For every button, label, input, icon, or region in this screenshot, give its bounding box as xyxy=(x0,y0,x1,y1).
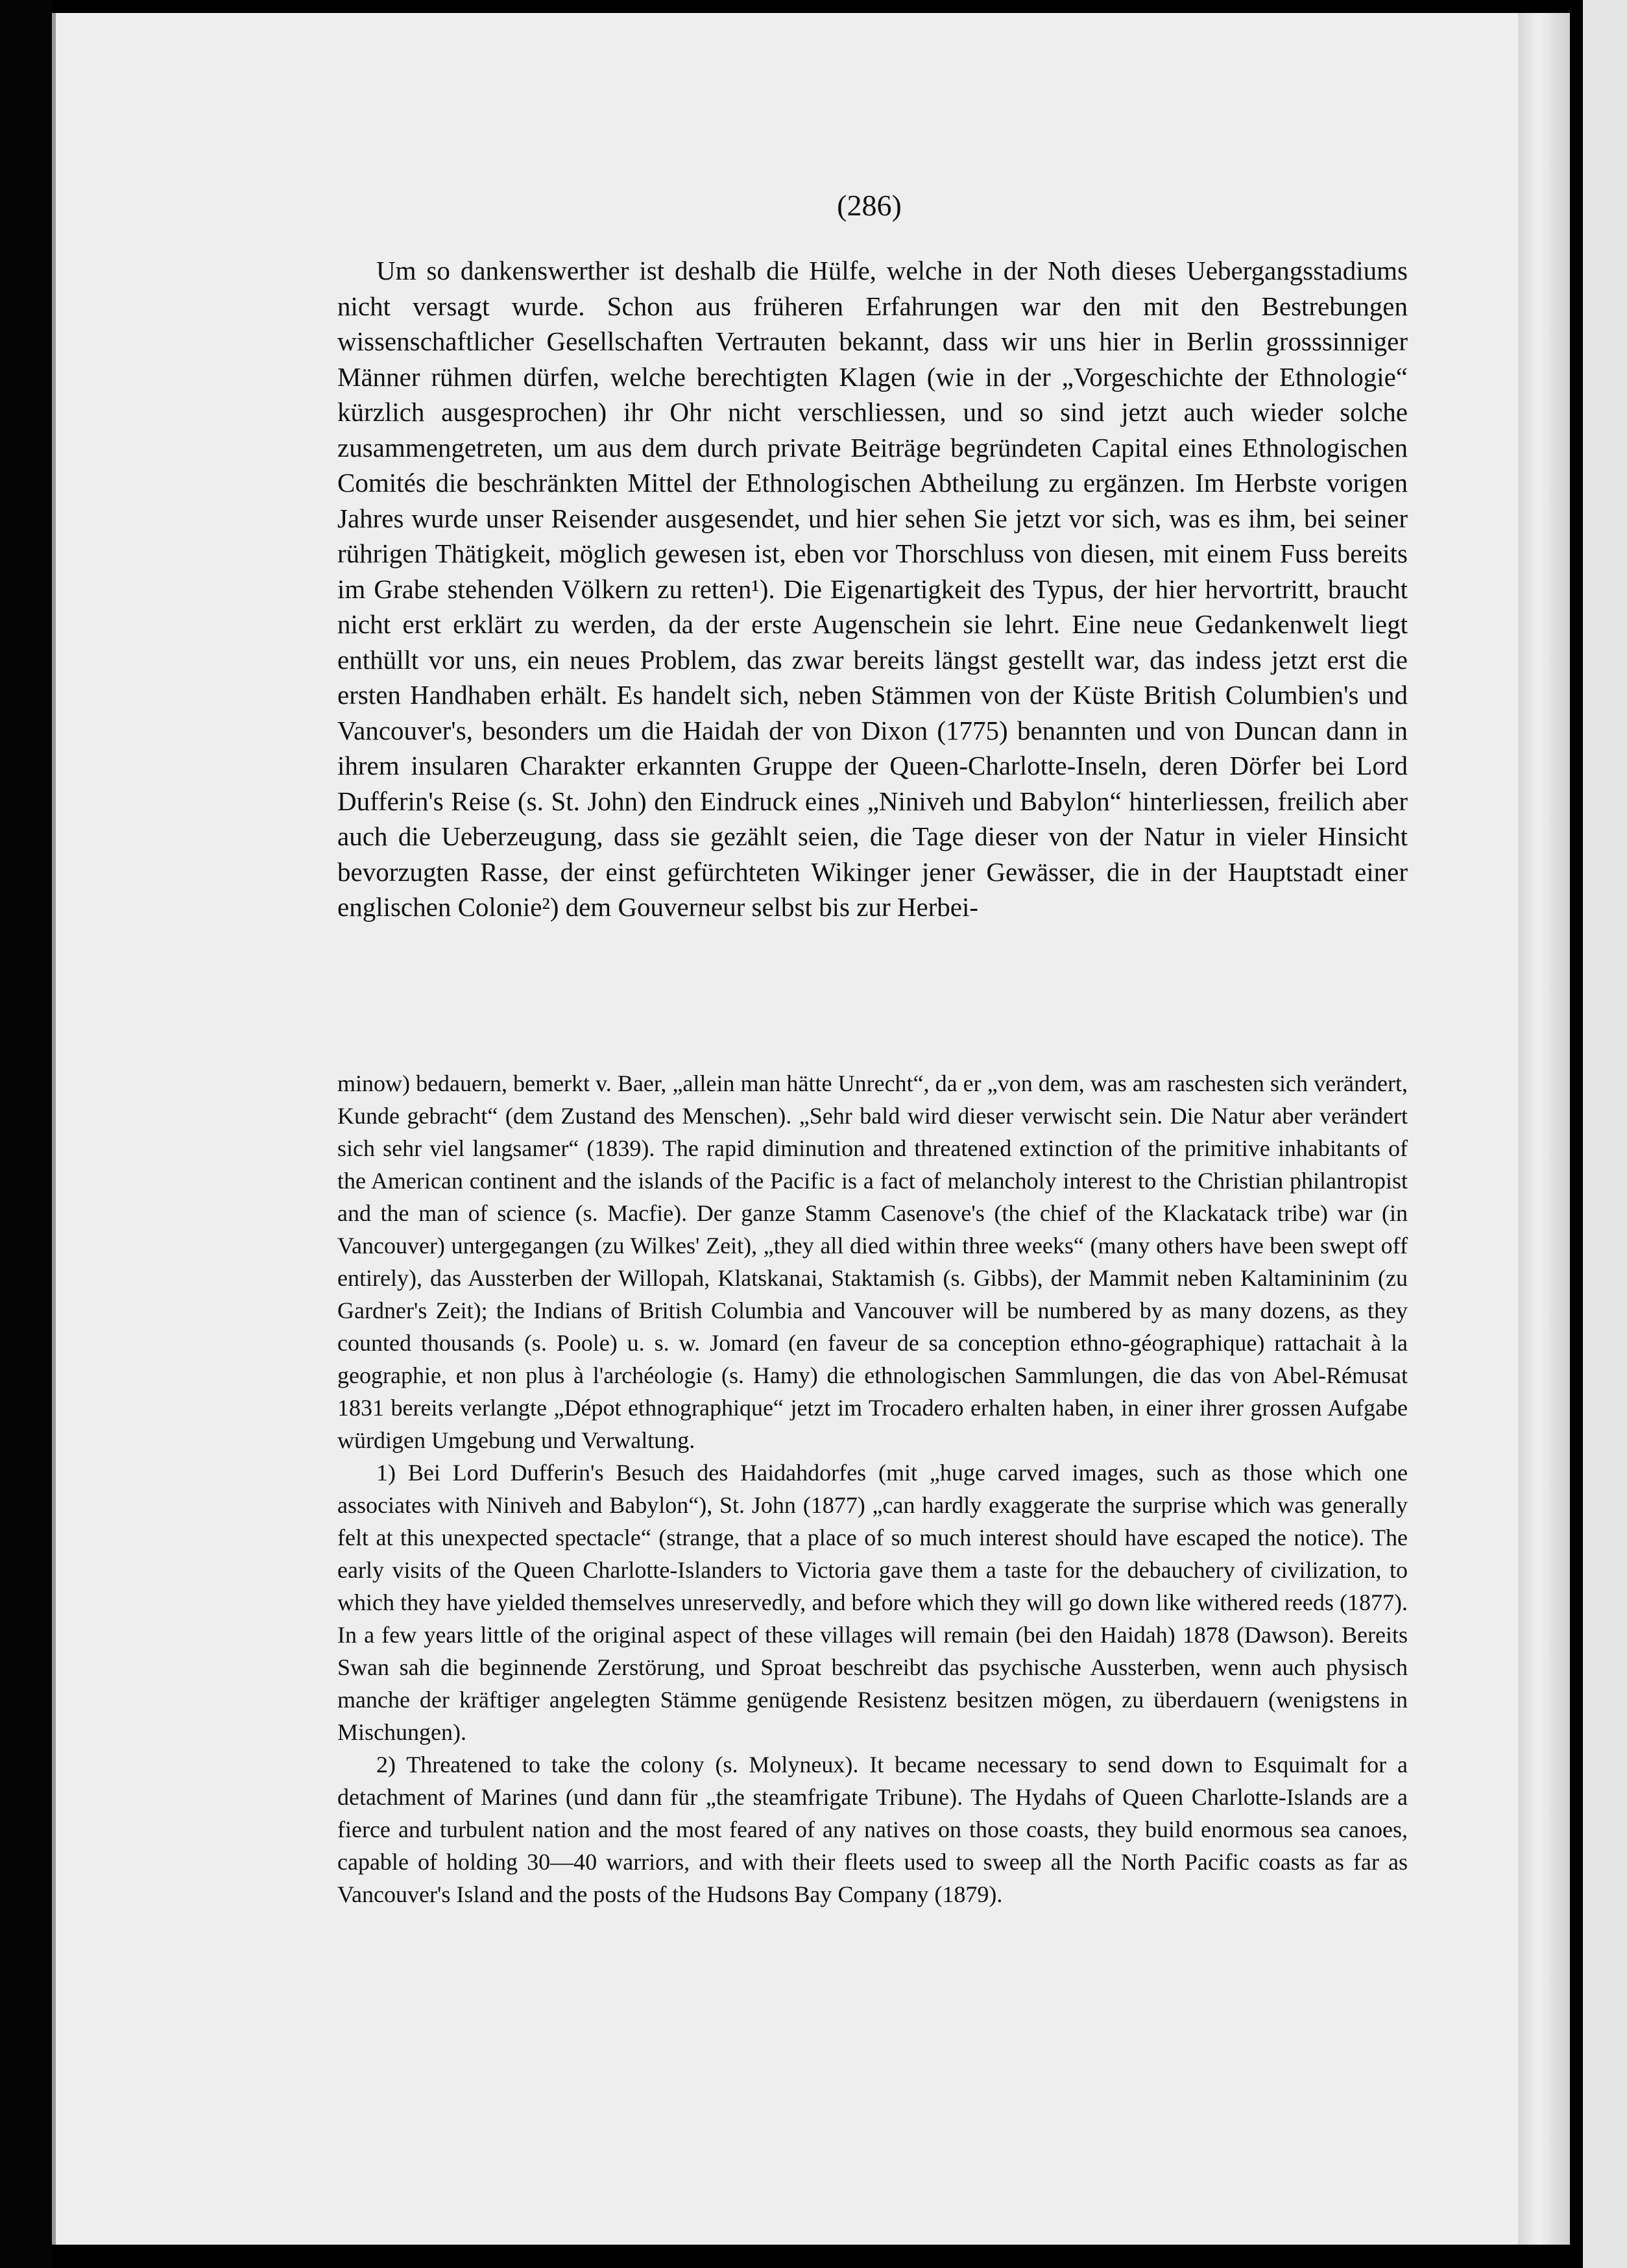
footnote-1: 1) Bei Lord Dufferin's Besuch des Haidahdorfes (mit „huge carved images, such as those which one associates with Niniveh and Babylon“), St. John (1877) „can hardly exaggerate the surprise which was generally felt at this unexpected spectacle“ (strange, that a place of so much interest should have escaped the notice). The early visits of the Queen Charlotte-Islanders to Victoria gave them a taste for the debauchery of civilization, to which they have yielded themselves unreservedly, and before which they will go down like withered reeds (1877). In a few years little of the original aspect of these villages will remain (bei den Haidah) 1878 (Dawson). Bereits Swan sah die beginnende Zerstörung, und Sproat beschreibt das psychische Aussterben, wenn auch physisch manche der kräftiger angelegten Stämme genügende Resistenz besitzen mögen, zu überdauern (wenigstens in Mischungen). xyxy=(337,1460,1408,1745)
footnote-continuation: minow) bedauern, bemerkt v. Baer, „allein man hätte Unrecht“, da er „von dem, was am raschesten sich verändert, Kunde gebracht“ (dem Zustand des Menschen). „Sehr bald wird dieser verwischt sein. Die Natur aber verändert sich sehr viel langsamer“ (1839). The rapid diminution and threatened extinction of the primitive inhabitants of the American continent and the islands of the Pacific is a fact of melancholy interest to the Christian philantropist and the man of science (s. Macfie). Der ganze Stamm Casenove's (the chief of the Klackatack tribe) war (in Vancouver) untergegangen (zu Wilkes' Zeit), „they all died within three weeks“ (many others have been swept off entirely), das Aussterben der Willopah, Klatskanai, Staktamish (s. Gibbs), der Mammit neben Kaltamininim (zu Gardner's Zeit); the Indians of British Columbia and Vancouver will be numbered by as many dozens, as they counted thousands (s. Poole) u. s. w. Jomard (en faveur de sa conception ethno-géographique) rattachait à la geographie, et non plus à l'archéologie (s. Hamy) die ethnologischen Sammlungen, die das von Abel-Rémusat 1831 bereits verlangte „Dépot ethnographique“ jetzt im Trocadero erhalten haben, in einer ihrer grossen Aufgabe würdigen Umgebung und Verwaltung. xyxy=(337,1070,1408,1453)
page-gutter xyxy=(1518,13,1570,2245)
footnote-separator xyxy=(337,1054,1408,1056)
footnote-2: 2) Threatened to take the colony (s. Molyneux). It became necessary to send down to Esquimalt for a detachment of Marines (und dann für „the steamfrigate Tribune). The Hydahs of Queen Charlotte-Islands are a fierce and turbulent nation and the most feared of any natives on those coasts, they build enormous sea canoes, capable of holding 30—40 warriors, and with their fleets used to sweep all the North Pacific coasts as far as Vancouver's Island and the posts of the Hudsons Bay Company (1879). xyxy=(337,1752,1408,1907)
footnotes xyxy=(337,1067,1408,1911)
body-paragraph: Um so dankenswerther ist deshalb die Hülfe, welche in der Noth dieses Uebergangsstadiums nicht versagt wurde. Schon aus früheren Erfahrungen war den mit den Bestrebungen wissenschaftlicher Gesellschaften Vertrauten bekannt, dass wir uns hier in Berlin grosssinniger Männer rühmen dürfen, welche berechtigten Klagen (wie in der „Vorgeschichte der Ethnologie“ kürzlich ausgesprochen) ihr Ohr nicht verschliessen, und so sind jetzt auch wieder solche zusammengetreten, um aus dem durch private Beiträge begründeten Capital eines Ethnologischen Comités die beschränkten Mittel der Ethnologischen Abtheilung zu ergänzen. Im Herbste vorigen Jahres wurde unser Reisender ausgesendet, und hier sehen Sie jetzt vor sich, was es ihm, bei seiner rührigen Thätigkeit, möglich gewesen ist, eben vor Thorschluss von diesen, mit einem Fuss bereits im Grabe stehenden Völkern zu retten¹). Die Eigenartigkeit des Typus, der hier hervortritt, braucht nicht erst erklärt zu werden, da der erste Augenschein sie lehrt. Eine neue Gedankenwelt liegt enthüllt vor uns, ein neues Problem, das zwar bereits längst gestellt war, das indess jetzt erst die ersten Handhaben erhält. Es handelt sich, neben Stämmen von der Küste British Columbien's und Vancouver's, besonders um die Haidah der von Dixon (1775) benannten und von Duncan dann in ihrem insularen Charakter erkannten Gruppe der Queen-Charlotte-Inseln, deren Dörfer bei Lord Dufferin's Reise (s. St. John) den Eindruck eines „Niniveh und Babylon“ hinterliessen, freilich aber auch die Ueberzeugung, dass sie gezählt seien, die Tage dieser von der Natur in vieler Hinsicht bevorzugten Rasse, der einst gefürchteten Wikinger jener Gewässer, die in der Hauptstadt einer englischen Colonie²) dem Gouverneur selbst bis zur Herbei- xyxy=(337,256,1408,922)
main-text xyxy=(337,253,1408,925)
page-number: (286) xyxy=(837,189,902,222)
adjacent-page-strip xyxy=(1583,0,1627,2268)
scan-left-edge xyxy=(0,0,52,2268)
